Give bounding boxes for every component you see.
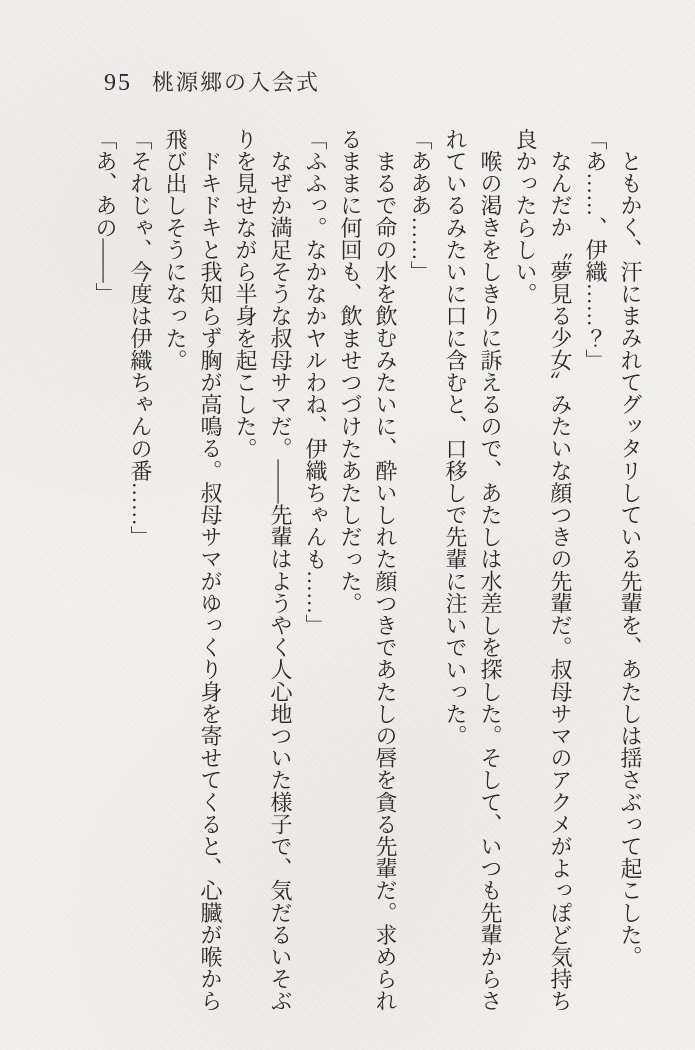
running-title: 桃源郷の入会式 xyxy=(152,70,321,95)
paragraph-narration: ドキドキと我知らず胸が高鳴る。叔母サマがゆっくり身を寄せてくると、心臓が喉から飛び出しそうになった。 xyxy=(163,128,223,1012)
paragraph-narration: ともかく、汗にまみれてグッタリしている先輩を、あたしは揺さぶって起こした。 xyxy=(618,150,643,968)
paragraph-narration: なんだか〝夢見る少女〟みたいな顔つきの先輩だ。叔母サマのアクメがよっぽど気持ち良かったらしい。 xyxy=(513,128,573,1012)
paragraph-dialogue: 「あ……、伊織……？」 xyxy=(583,128,608,372)
paragraph-narration: まるで命の水を飲むみたいに、酔いしれた顔つきであたしの唇を貪る先輩だ。求められるままに何回も、飲ませつづけたあたしだった。 xyxy=(338,128,398,1012)
paragraph-narration: なぜか満足そうな叔母サマだ。――先輩はようやく人心地ついた様子で、気だるいそぶりを見せながら半身を起こした。 xyxy=(233,128,293,1012)
paragraph-dialogue: 「あ、あの――」 xyxy=(93,128,118,305)
paragraph-narration: 喉の渇きをしきりに訴えるので、あたしは水差しを探した。そして、いつも先輩からされているみたいに口に含むと、口移しで先輩に注いでいった。 xyxy=(443,128,503,1012)
paragraph-dialogue: 「ふふっ。なかなかヤルわね、伊織ちゃんも……」 xyxy=(303,128,328,637)
body-text xyxy=(88,128,648,1016)
paragraph-dialogue: 「それじゃ、今度は伊織ちゃんの番……」 xyxy=(128,128,153,548)
paragraph-dialogue: 「あああ……」 xyxy=(408,128,433,283)
page-number: 95 xyxy=(104,70,132,96)
page-header xyxy=(104,66,320,97)
